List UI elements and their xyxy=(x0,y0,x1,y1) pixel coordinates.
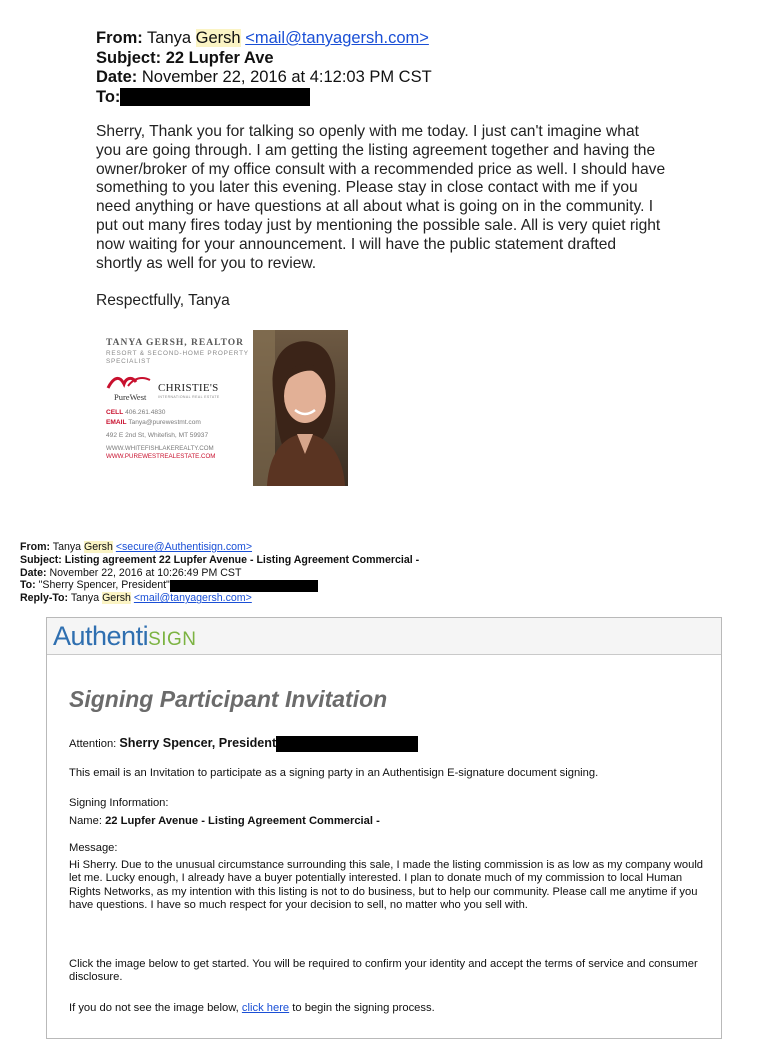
purewest-logo-icon xyxy=(106,374,152,390)
replyto-label: Reply-To: xyxy=(20,592,69,605)
to-label: To: xyxy=(96,87,121,106)
signing-info-label: Signing Information: xyxy=(69,797,169,809)
christies-subtitle: INTERNATIONAL REAL ESTATE xyxy=(158,395,220,399)
email2-date-row xyxy=(20,567,580,580)
subject-label: Subject: xyxy=(96,48,162,67)
name-value: 22 Lupfer Avenue - Listing Agreement Commercial - xyxy=(105,815,380,827)
logo-authenti: Authenti xyxy=(53,621,149,651)
cell-value: 406.261.4830 xyxy=(125,409,166,416)
email2-to-row xyxy=(20,579,580,592)
date-label: Date: xyxy=(96,68,138,86)
replyto-email-link[interactable]: <mail@tanyagersh.com> xyxy=(133,592,252,605)
authentisign-logo xyxy=(53,621,197,655)
email1-to-row xyxy=(96,88,656,108)
redaction-bar xyxy=(276,736,418,752)
attention-name: Sherry Spencer, President xyxy=(119,735,277,750)
no-image-text-end: to begin the signing process. xyxy=(292,1002,435,1014)
replyto-first-name: Tanya xyxy=(70,592,100,605)
message-label: Message: xyxy=(69,842,118,854)
subject-label: Subject: xyxy=(20,553,62,566)
card-website-2: WWW.PUREWESTREALESTATE.COM xyxy=(106,453,216,460)
from-label: From: xyxy=(20,541,51,553)
replyto-last-name: Gersh xyxy=(102,592,131,605)
card-website-1: WWW.WHITEFISHLAKEREALTY.COM xyxy=(106,444,214,452)
attention-label: Attention: xyxy=(69,737,117,750)
to-value: "Sherry Spencer, President" xyxy=(38,579,170,592)
email1-body: Sherry, Thank you for talking so openly with me today. I just can't imagine what you are going through. I am getting the listing agreement together and having the owner/broker of my office consult with a recommended price as well. I should have something to you later this evening. Please stay in close contact with me if you need anything or have questions at all about what is going on in the community. I put out many fires today just by mentioning the possible sale. All is very quiet right now waiting for your announcement. I will have the public statement drafted shortly as well for you to review. xyxy=(96,123,666,272)
email2-from-row xyxy=(20,541,580,554)
redaction-bar xyxy=(120,88,310,106)
email1-subject-row xyxy=(96,49,656,69)
sender-first-name: Tanya xyxy=(52,541,82,553)
redaction-bar xyxy=(170,580,318,592)
realtor-photo xyxy=(253,330,348,486)
date-label: Date: xyxy=(20,566,47,579)
no-image-row xyxy=(69,1002,705,1015)
authentisign-email-box xyxy=(46,617,722,1039)
sender-email-link[interactable]: <mail@tanyagersh.com> xyxy=(245,29,429,47)
name-label: Name: xyxy=(69,815,102,827)
realtor-signature-card xyxy=(96,330,348,486)
invitation-title: Signing Participant Invitation xyxy=(69,686,388,712)
sender-first-name: Tanya xyxy=(147,29,192,47)
card-name: TANYA GERSH, REALTOR xyxy=(106,338,244,348)
email-value: Tanya@purewestmt.com xyxy=(128,418,201,426)
cell-label: CELL xyxy=(106,409,124,416)
attention-row xyxy=(69,736,705,752)
email2-header xyxy=(20,541,580,605)
invitation-text: This email is an Invitation to participate as a signing party in an Authentisign E-signature document signing. xyxy=(69,767,599,779)
email2-subject-row xyxy=(20,554,580,567)
no-image-text: If you do not see the image below, xyxy=(69,1002,239,1014)
purewest-brand: PureWest xyxy=(114,392,147,402)
from-label: From: xyxy=(96,29,143,47)
subject-value: Listing agreement 22 Lupfer Avenue - Listing Agreement Commercial - xyxy=(64,553,420,566)
subject-value: 22 Lupfer Ave xyxy=(165,48,274,67)
card-email xyxy=(106,418,256,428)
sender-email-link[interactable]: <secure@Authentisign.com> xyxy=(115,541,253,553)
click-instructions: Click the image below to get started. You will be required to confirm your identity and accept the terms of service and consumer disclosure. xyxy=(69,958,698,984)
message-text: Hi Sherry. Due to the unusual circumstance surrounding this sale, I made the listing commission is as low as my company would let me. Lucky enough, I already have a buyer potentially interested. I plan to donate much of my commission to local Human Rights Networks, as my intention with this listing is not to do business, but to help our community. Please call me anytime if you have questions. I have so much respect for your decision to sell, no matter who you sell with. xyxy=(69,859,704,912)
email1-date-row xyxy=(96,68,656,88)
sender-last-name: Gersh xyxy=(84,541,113,553)
christies-brand: CHRISTIE'S xyxy=(158,382,219,394)
card-subtitle: RESORT & SECOND-HOME PROPERTY SPECIALIST xyxy=(106,350,249,365)
email1-from-row xyxy=(96,29,656,49)
logo-sign: SIGN xyxy=(148,629,197,650)
to-label: To: xyxy=(20,579,36,592)
email-label: EMAIL xyxy=(106,418,127,426)
card-logos xyxy=(106,372,256,408)
email2-replyto-row xyxy=(20,592,580,605)
email1-header xyxy=(96,29,656,107)
card-address: 492 E 2nd St, Whitefish, MT 59937 xyxy=(106,432,209,439)
authentisign-header-bar xyxy=(47,618,721,655)
click-here-link[interactable]: click here xyxy=(241,1002,290,1014)
card-details xyxy=(106,338,256,462)
card-cell xyxy=(106,408,256,418)
sender-last-name: Gersh xyxy=(195,29,241,47)
date-value: November 22, 2016 at 10:26:49 PM CST xyxy=(49,566,242,579)
email1-signoff: Respectfully, Tanya xyxy=(96,292,230,309)
date-value: November 22, 2016 at 4:12:03 PM CST xyxy=(141,68,432,86)
signing-name-row xyxy=(69,815,705,828)
